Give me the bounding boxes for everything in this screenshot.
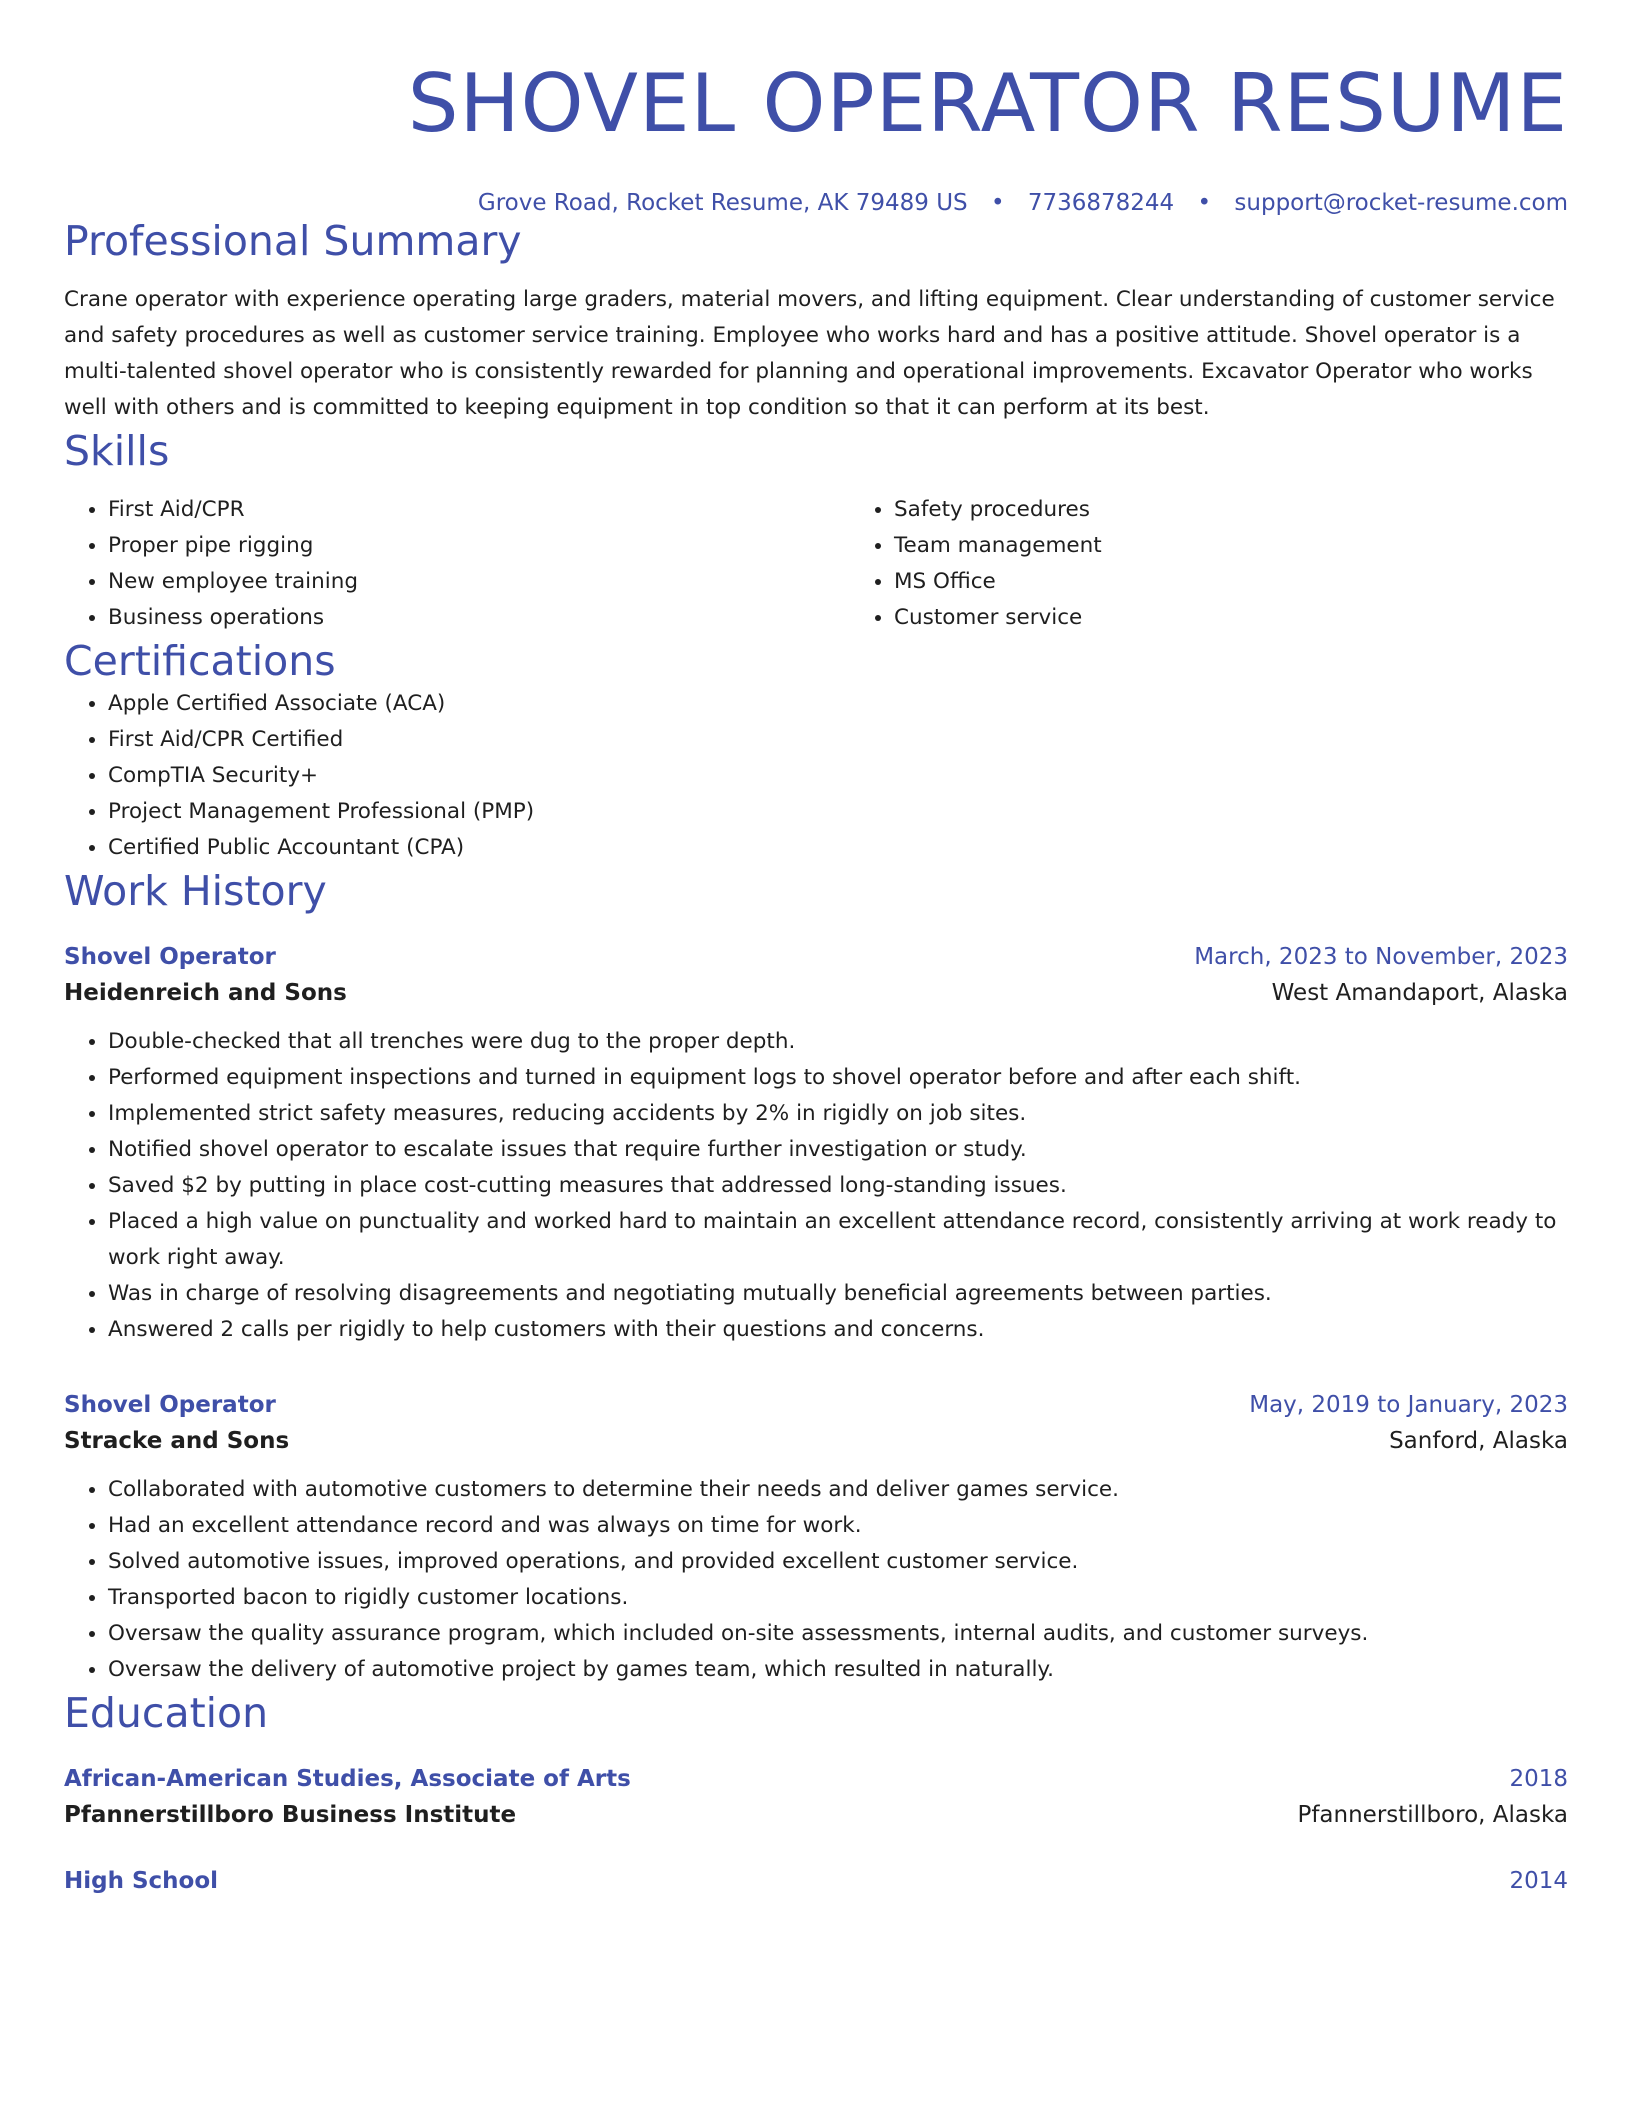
skill-item: • Business operations [108, 600, 850, 636]
job-bullet: • Had an excellent attendance record and was always on time for work. [108, 1508, 1568, 1544]
job-bullet: • Saved $2 by putting in place cost-cutting measures that addressed long-standing issues. [108, 1168, 1568, 1204]
skills-list-left [64, 492, 850, 636]
resume-title: SHOVEL OPERATOR RESUME [407, 57, 1568, 150]
education-entry [64, 1864, 1568, 1898]
job-bullet: • Oversaw the quality assurance program, which included on-site assessments, internal audits, and customer surveys. [108, 1616, 1568, 1652]
education-heading: Education [64, 1689, 269, 1737]
job-location: Sanford, Alaska [1389, 1428, 1568, 1454]
education-header-row [64, 1762, 1568, 1796]
job-company-row [64, 1422, 1568, 1460]
contact-line [64, 190, 1568, 216]
job-entry [64, 1388, 1568, 1688]
skills-section [64, 426, 1568, 636]
contact-email: support@rocket-resume.com [1234, 190, 1568, 216]
job-company-row [64, 974, 1568, 1012]
job-bullet: • Oversaw the delivery of automotive project by games team, which resulted in naturally. [108, 1652, 1568, 1688]
certification-item: • CompTIA Security+ [108, 758, 1568, 794]
job-header-row [64, 1388, 1568, 1422]
skill-item: • New employee training [108, 564, 850, 600]
certification-item: • Apple Certified Associate (ACA) [108, 686, 1568, 722]
job-bullet: • Solved automotive issues, improved operations, and provided excellent customer service. [108, 1544, 1568, 1580]
job-bullet: • Transported bacon to rigidly customer locations. [108, 1580, 1568, 1616]
job-bullet: • Answered 2 calls per rigidly to help customers with their questions and concerns. [108, 1312, 1568, 1348]
contact-separator: • [1197, 190, 1212, 216]
skills-list-right [850, 492, 1632, 636]
job-company: Stracke and Sons [64, 1428, 290, 1454]
skill-item: • First Aid/CPR [108, 492, 850, 528]
certifications-section [64, 636, 1568, 866]
education-section [64, 1688, 1568, 1898]
job-bullet: • Collaborated with automotive customers to determine their needs and deliver games service. [108, 1472, 1568, 1508]
job-bullets [64, 1024, 1568, 1348]
job-bullets [64, 1472, 1568, 1688]
education-school-row [64, 1796, 1568, 1834]
skill-item: • Customer service [894, 600, 1632, 636]
certification-item: • Project Management Professional (PMP) [108, 794, 1568, 830]
job-entry [64, 940, 1568, 1348]
job-bullet: • Notified shovel operator to escalate issues that require further investigation or study. [108, 1132, 1568, 1168]
certification-item: • Certified Public Accountant (CPA) [108, 830, 1568, 866]
education-degree: High School [64, 1868, 219, 1894]
education-year: 2018 [1509, 1766, 1568, 1792]
job-bullet: • Performed equipment inspections and turned in equipment logs to shovel operator before and after each shift. [108, 1060, 1568, 1096]
education-degree: African-American Studies, Associate of Arts [64, 1766, 631, 1792]
resume-header [64, 0, 1568, 216]
job-dates: March, 2023 to November, 2023 [1194, 944, 1568, 970]
job-bullet: • Placed a high value on punctuality and worked hard to maintain an excellent attendance record, consistently arriving at work ready to work right away. [108, 1204, 1568, 1276]
job-bullet: • Implemented strict safety measures, reducing accidents by 2% in rigidly on job sites. [108, 1096, 1568, 1132]
job-bullet: • Double-checked that all trenches were dug to the proper depth. [108, 1024, 1568, 1060]
work-history-section [64, 866, 1568, 1688]
education-entry [64, 1762, 1568, 1834]
education-header-row [64, 1864, 1568, 1898]
job-bullet: • Was in charge of resolving disagreements and negotiating mutually beneficial agreements between parties. [108, 1276, 1568, 1312]
skills-columns [64, 492, 1568, 636]
summary-heading: Professional Summary [64, 217, 522, 265]
summary-section [64, 216, 1568, 426]
work-history-heading: Work History [64, 867, 327, 915]
skill-item: • Safety procedures [894, 492, 1632, 528]
summary-text: Crane operator with experience operating large graders, material movers, and lifting equipment. Clear understanding of customer service and safety procedures as well as customer service training. Employee who works hard and has a positive attitude. Shovel operator is a multi-talented shovel operator who is consistently rewarded for planning and operational improvements. Excavator Operator who works well with others and is committed to keeping equipment in top condition so that it can perform at its best. [64, 287, 1555, 420]
job-title: Shovel Operator [64, 944, 276, 970]
contact-address: Grove Road, Rocket Resume, AK 79489 US [477, 190, 968, 216]
certification-item: • First Aid/CPR Certified [108, 722, 1568, 758]
job-dates: May, 2019 to January, 2023 [1249, 1392, 1568, 1418]
job-header-row [64, 940, 1568, 974]
contact-phone: 7736878244 [1027, 190, 1175, 216]
job-title: Shovel Operator [64, 1392, 276, 1418]
contact-separator: • [990, 190, 1005, 216]
skill-item: • Team management [894, 528, 1632, 564]
job-company: Heidenreich and Sons [64, 980, 347, 1006]
education-year: 2014 [1509, 1868, 1568, 1894]
certifications-heading: Certifications [64, 637, 336, 685]
skills-heading: Skills [64, 427, 170, 475]
education-location: Pfannerstillboro, Alaska [1297, 1802, 1568, 1828]
education-school: Pfannerstillboro Business Institute [64, 1802, 517, 1828]
certifications-list [64, 686, 1568, 866]
skill-item: • MS Office [894, 564, 1632, 600]
job-location: West Amandaport, Alaska [1271, 980, 1568, 1006]
skill-item: • Proper pipe rigging [108, 528, 850, 564]
